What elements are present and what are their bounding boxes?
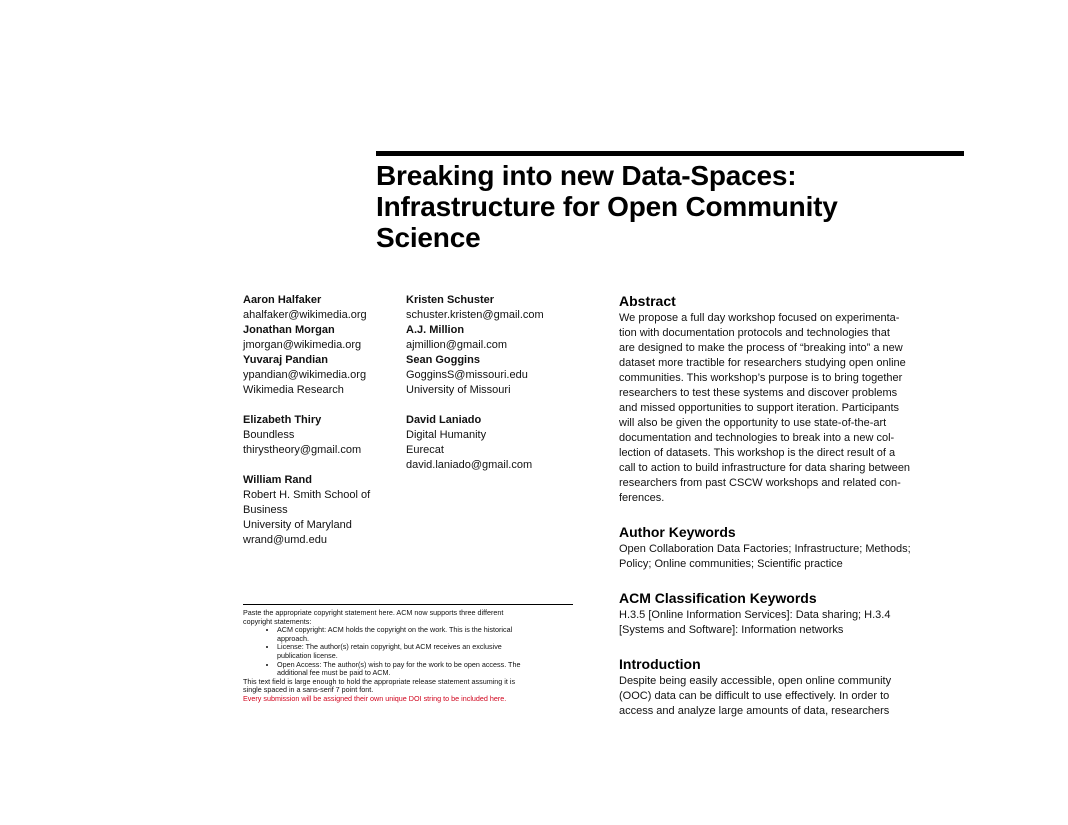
copyright-bullet — [277, 626, 573, 643]
author-detail: thirystheory@gmail.com — [243, 444, 362, 456]
bullet-line: ACM copyright: ACM holds the copyright on the work. This is the historical — [277, 625, 513, 635]
section-body — [619, 608, 949, 638]
author-detail: ahalfaker@wikimedia.org — [243, 309, 367, 321]
section-line: researchers from past CSCW workshops and related con- — [619, 477, 901, 489]
title-line: Infrastructure for Open Community — [376, 191, 838, 222]
author-detail: Robert H. Smith School of — [243, 489, 371, 501]
section-body — [619, 674, 949, 719]
section-line: Despite being easily accessible, open online community — [619, 675, 892, 687]
section-line: communities. This workshop’s purpose is to bring together — [619, 372, 903, 384]
copyright-intro-line: Paste the appropriate copyright statement here. ACM now supports three different — [243, 608, 504, 617]
section-body — [619, 542, 949, 572]
author-detail: david.laniado@gmail.com — [406, 459, 533, 471]
author-detail: jmorgan@wikimedia.org — [243, 339, 362, 351]
author-detail: GogginsS@missouri.edu — [406, 369, 528, 381]
bullet-line: additional fee must be paid to ACM. — [277, 668, 391, 678]
copyright-outro-line: single spaced in a sans-serif 7 point font. — [243, 685, 374, 695]
bullet-line: Open Access: The author(s) wish to pay for the work to be open access. The — [277, 659, 521, 669]
author-detail: ajmillion@gmail.com — [406, 339, 508, 351]
author-name: Aaron Halfaker — [243, 294, 322, 306]
copyright-list — [243, 626, 573, 678]
section-line: and missed opportunities to support iteration. Participants — [619, 402, 900, 414]
author-detail: wrand@umd.edu — [243, 534, 327, 546]
author-name: David Laniado — [406, 414, 482, 426]
section-line: [Systems and Software]: Information networks — [619, 624, 844, 636]
author-group — [406, 293, 576, 398]
section-heading: Author Keywords — [619, 524, 736, 540]
author-group — [406, 413, 576, 473]
title-line: Breaking into new Data-Spaces: — [376, 160, 797, 191]
copyright-box — [243, 604, 573, 704]
section-gap — [619, 572, 949, 589]
right-column — [619, 292, 949, 719]
author-group — [243, 413, 393, 458]
title-rule — [376, 151, 964, 156]
paper-title — [376, 160, 966, 253]
section-line: dataset more tractible for researchers studying open online — [619, 357, 906, 369]
copyright-intro-line: copyright statements: — [243, 616, 312, 626]
author-name: Elizabeth Thiry — [243, 414, 322, 426]
section-line: ferences. — [619, 492, 665, 504]
section-heading: Abstract — [619, 293, 676, 309]
author-name: William Rand — [243, 474, 312, 486]
section-line: will also be given the opportunity to use state-of-the-art — [619, 417, 887, 429]
section-body — [619, 311, 949, 506]
section-line: Policy; Online communities; Scientific practice — [619, 558, 843, 570]
author-detail: University of Maryland — [243, 519, 352, 531]
author-detail: Boundless — [243, 429, 295, 441]
copyright-bullet — [277, 643, 573, 660]
author-detail: Business — [243, 504, 288, 516]
bullet-line: License: The author(s) retain copyright, but ACM receives an exclusive — [277, 642, 502, 652]
section-line: are designed to make the process of “breaking into” a new — [619, 342, 903, 354]
section-line: We propose a full day workshop focused on experimenta- — [619, 312, 900, 324]
authors-column-left — [243, 293, 393, 563]
doi-note: Every submission will be assigned their own unique DOI string to be included here. — [243, 693, 507, 703]
author-detail: ypandian@wikimedia.org — [243, 369, 367, 381]
section-line: documentation and technologies to break into a new col- — [619, 432, 895, 444]
author-detail: Eurecat — [406, 444, 444, 456]
bullet-line: publication license. — [277, 650, 338, 660]
section-gap — [619, 638, 949, 655]
author-name: Jonathan Morgan — [243, 324, 335, 336]
section-line: (OOC) data can be difficult to use effectively. In order to — [619, 690, 890, 702]
copyright-outro-line: This text field is large enough to hold the appropriate release statement assuming it is — [243, 676, 516, 686]
section-line: call to action to build infrastructure for data sharing between — [619, 462, 911, 474]
section-line: tion with documentation protocols and technologies that — [619, 327, 890, 339]
title-line: Science — [376, 222, 481, 253]
section-line: H.3.5 [Online Information Services]: Data sharing; H.3.4 — [619, 609, 891, 621]
author-group — [243, 293, 393, 398]
section-line: Open Collaboration Data Factories; Infrastructure; Methods; — [619, 543, 911, 555]
author-name: A.J. Million — [406, 324, 465, 336]
section-gap — [619, 506, 949, 523]
section-heading: Introduction — [619, 656, 701, 672]
author-detail: schuster.kristen@gmail.com — [406, 309, 544, 321]
section-line: access and analyze large amounts of data, researchers — [619, 705, 890, 717]
author-name: Yuvaraj Pandian — [243, 354, 328, 366]
authors-column-right — [406, 293, 576, 488]
section-heading: ACM Classification Keywords — [619, 590, 817, 606]
bullet-line: approach. — [277, 633, 309, 643]
section-line: lection of datasets. This workshop is the direct result of a — [619, 447, 896, 459]
author-detail: University of Missouri — [406, 384, 511, 396]
copyright-bullet — [277, 661, 573, 678]
section-line: researchers to test these systems and discover problems — [619, 387, 898, 399]
author-detail: Digital Humanity — [406, 429, 487, 441]
author-detail: Wikimedia Research — [243, 384, 344, 396]
author-name: Kristen Schuster — [406, 294, 495, 306]
author-group — [243, 473, 393, 548]
author-name: Sean Goggins — [406, 354, 480, 366]
